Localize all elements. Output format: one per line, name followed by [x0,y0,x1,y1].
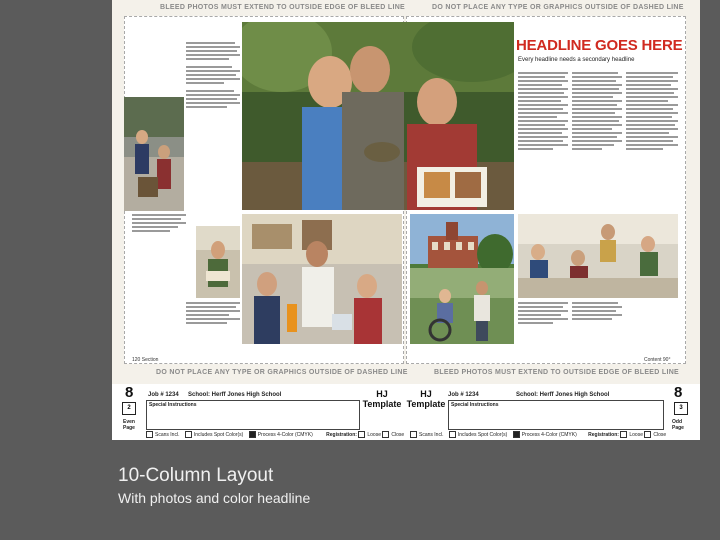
left-page-number: 8 [125,384,134,401]
process-color-checkbox-right[interactable] [513,431,520,438]
folio-left: 120 Section [132,357,159,363]
right-job-number: Job # 1234 [448,392,479,398]
close-label-left: Close [391,431,405,438]
scans-checkbox-right[interactable] [410,431,417,438]
scans-checkbox-left[interactable] [146,431,153,438]
registration-label-right: Registration: [588,431,619,438]
text-column-bottom-right-2 [572,300,622,322]
scans-label-left: Scans Incl. [155,431,180,438]
right-special-instructions-box[interactable] [448,400,664,430]
layout-subheadline: Every headline needs a secondary headline [518,57,635,63]
left-page-box: 2 [122,402,136,415]
text-column-right-3 [626,70,678,152]
text-column-bottom-right-1 [518,300,568,326]
left-special-instructions-label: Special Instructions [149,402,197,408]
wheelchair-students-photo [410,268,514,344]
loose-checkbox-left[interactable] [358,431,365,438]
right-school-name: School: Herff Jones High School [516,392,610,398]
student-reading-photo [196,226,240,298]
text-column-mid-left [132,212,186,234]
spot-color-label-left: Includes Spot Color(s) [193,431,244,438]
bleed-note-top-right: DO NOT PLACE ANY TYPE OR GRAPHICS OUTSIDE OF DASHED LINE [432,4,684,11]
bleed-note-bottom-left: DO NOT PLACE ANY TYPE OR GRAPHICS OUTSIDE OF DASHED LINE [156,369,408,376]
spot-color-label-right: Includes Spot Color(s) [457,431,508,438]
classroom-photo [518,214,678,298]
even-page-label: Even Page [123,419,135,431]
text-column-top-left [186,40,240,110]
close-label-right: Close [653,431,667,438]
slide-subtitle: With photos and color headline [118,490,311,506]
loose-label-left: Loose [367,431,381,438]
left-school-name: School: Herff Jones High School [188,392,282,398]
text-column-right-1 [518,70,568,152]
process-color-label-right: Process 4-Color (CMYK) [521,431,577,438]
loose-label-right: Loose [629,431,643,438]
right-page-number: 8 [674,384,683,401]
bleed-note-bottom-right: BLEED PHOTOS MUST EXTEND TO OUTSIDE EDGE OF BLEED LINE [434,369,680,376]
odd-page-label: Odd Page [672,419,684,431]
hj-template-logo-right: HJ Template [406,389,446,409]
left-job-number: Job # 1234 [148,392,179,398]
main-photo [242,22,514,210]
students-outdoor-photo [124,97,184,211]
spot-color-checkbox-left[interactable] [185,431,192,438]
right-special-instructions-label: Special Instructions [451,402,499,408]
hj-template-logo-left: HJ Template [362,389,402,409]
text-column-right-2 [572,70,622,152]
left-check-options [146,431,404,438]
folio-right: Content 90° [644,357,671,363]
registration-label-left: Registration: [326,431,357,438]
text-column-bottom-left [186,300,240,326]
process-color-checkbox-left[interactable] [249,431,256,438]
scans-label-right: Scans Incl. [419,431,444,438]
bleed-note-top-left: BLEED PHOTOS MUST EXTEND TO OUTSIDE EDGE OF BLEED LINE [160,4,406,11]
science-lab-photo [242,214,402,344]
process-color-label-left: Process 4-Color (CMYK) [257,431,313,438]
right-page-box: 3 [674,402,688,415]
loose-checkbox-right[interactable] [620,431,627,438]
spot-color-checkbox-right[interactable] [449,431,456,438]
close-checkbox-left[interactable] [382,431,389,438]
slide-title: 10-Column Layout [118,465,274,486]
close-checkbox-right[interactable] [644,431,651,438]
layout-headline: HEADLINE GOES HERE [516,37,683,54]
left-special-instructions-box[interactable] [146,400,360,430]
right-check-options [410,431,666,438]
